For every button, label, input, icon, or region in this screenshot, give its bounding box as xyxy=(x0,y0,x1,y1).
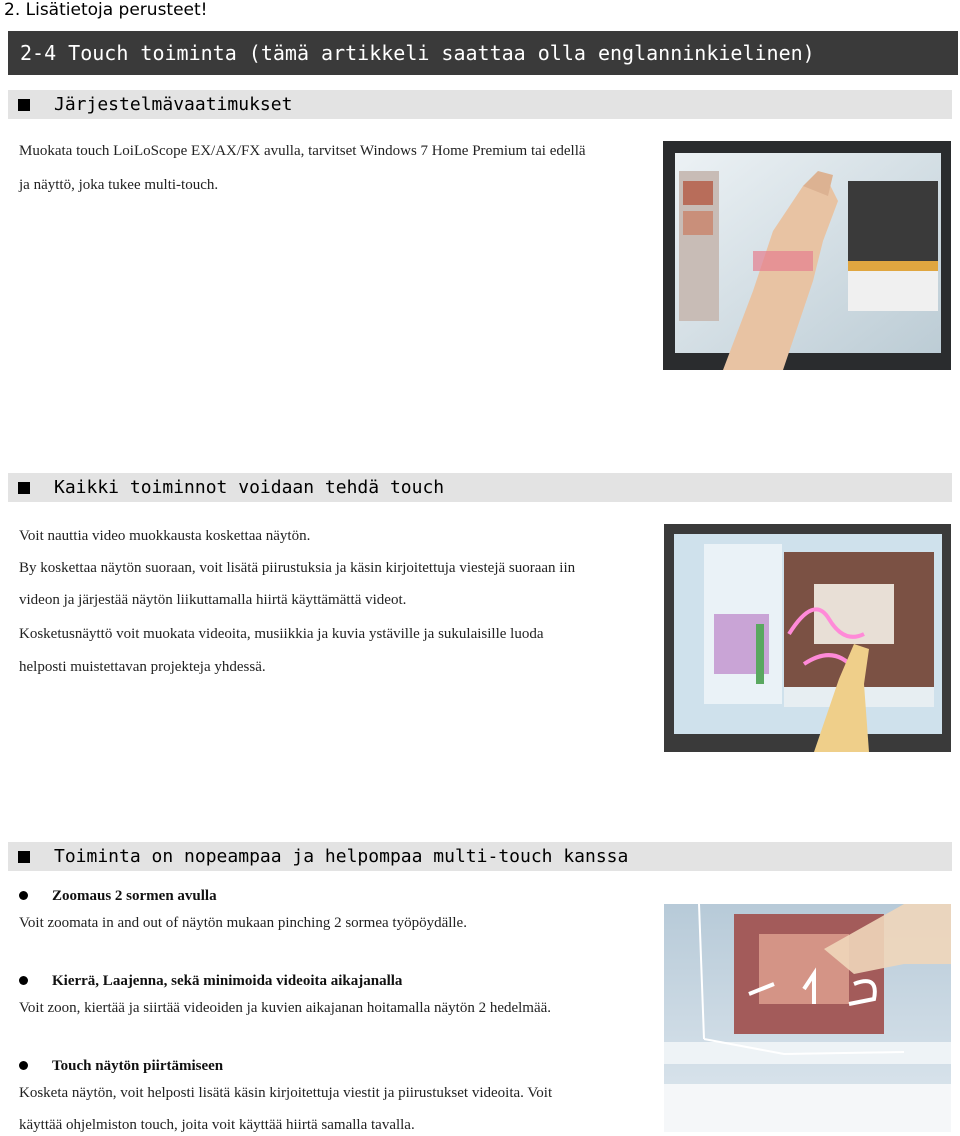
section-header-all-functions-touch xyxy=(8,473,952,502)
bullet-heading-zoom: Zoomaus 2 sormen avulla xyxy=(19,888,217,905)
paragraph-line: Voit zoomata in and out of näytön mukaan pinching 2 sormea työpöydälle. xyxy=(19,915,467,931)
section-header-multi-touch xyxy=(8,842,952,871)
paragraph-line: Kosketusnäyttö voit muokata videoita, musiikkia ja kuvia ystäville ja sukulaisille luoda xyxy=(19,626,544,642)
round-bullet-icon xyxy=(19,1061,28,1070)
bullet-heading-drawing: Touch näytön piirtämiseen xyxy=(19,1058,223,1075)
paragraph-line: Voit zoon, kiertää ja siirtää videoiden ja kuvien aikajanan hoitamalla näytön 2 hedelmää. xyxy=(19,1000,552,1016)
square-bullet-icon xyxy=(18,851,30,863)
paragraph-line: videon ja järjestää näytön liikuttamalla hiirtä käyttämättä videot. xyxy=(19,592,407,608)
section-title: Järjestelmävaatimukset xyxy=(54,94,293,115)
paragraph-line: Muokata touch LoiLoScope EX/AX/FX avulla, tarvitset Windows 7 Home Premium tai edellä xyxy=(19,143,586,159)
article-title-bar: 2-4 Touch toiminta (tämä artikkeli saattaa olla englanninkielinen) xyxy=(8,31,958,75)
square-bullet-icon xyxy=(18,99,30,111)
touch-drawing-photo xyxy=(664,524,951,752)
round-bullet-icon xyxy=(19,976,28,985)
bullet-heading-rotate: Kierrä, Laajenna, sekä minimoida videoita aikajanalla xyxy=(19,973,402,990)
paragraph-line: ja näyttö, joka tukee multi-touch. xyxy=(19,177,219,193)
top-heading: 2. Lisätietoja perusteet! xyxy=(4,0,208,20)
square-bullet-icon xyxy=(18,482,30,494)
paragraph-line: Voit nauttia video muokkausta koskettaa näytön. xyxy=(19,528,311,544)
section-title: Kaikki toiminnot voidaan tehdä touch xyxy=(54,477,445,498)
touch-screen-photo xyxy=(663,141,951,370)
paragraph-line: Kosketa näytön, voit helposti lisätä käsin kirjoitettuja viestit ja piirustukset videoita. Voit xyxy=(19,1085,553,1101)
section-header-system-requirements xyxy=(8,90,952,119)
section-title: Toiminta on nopeampaa ja helpompaa multi-touch kanssa xyxy=(54,846,629,867)
multi-touch-timeline-photo xyxy=(664,904,951,1132)
round-bullet-icon xyxy=(19,891,28,900)
paragraph-line: käyttää ohjelmiston touch, joita voit käyttää hiirtä samalla tavalla. xyxy=(19,1117,415,1133)
paragraph-line: helposti muistettavan projekteja yhdessä. xyxy=(19,659,266,675)
paragraph-line: By koskettaa näytön suoraan, voit lisätä piirustuksia ja käsin kirjoitettuja viestejä suoraan iin xyxy=(19,560,576,576)
